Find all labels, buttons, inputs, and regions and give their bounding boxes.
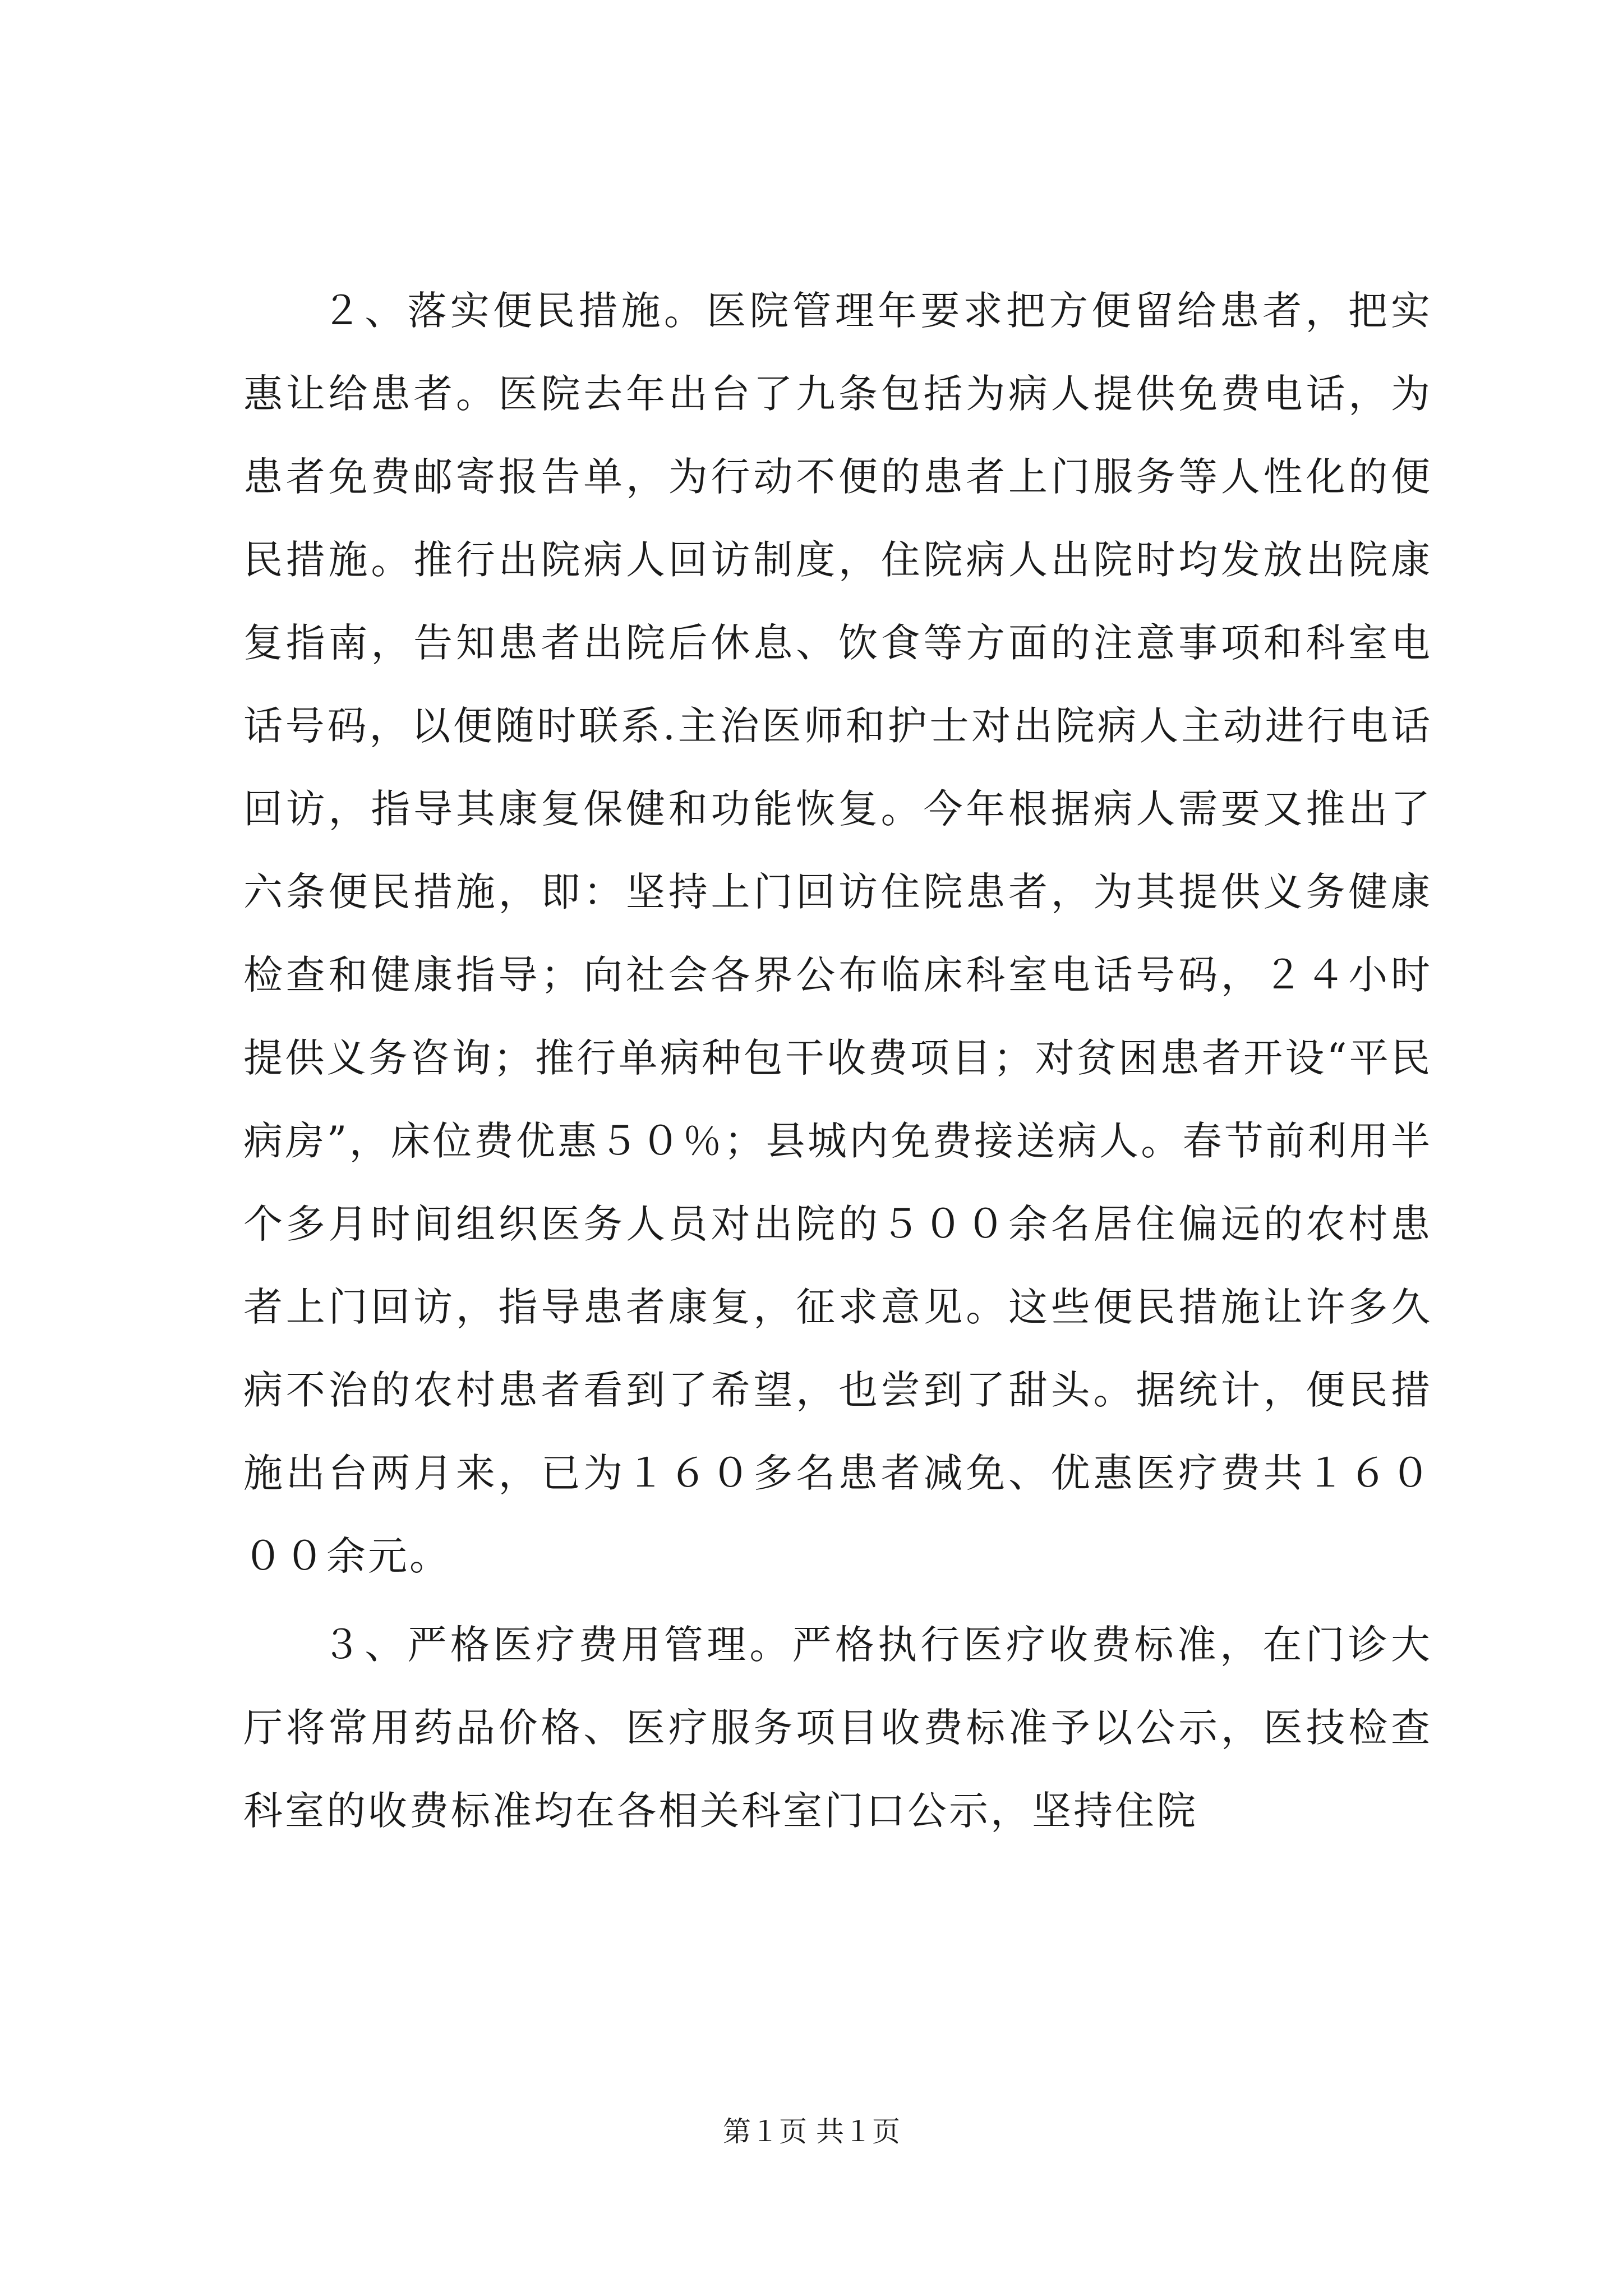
- document-body: [243, 269, 1432, 1852]
- page-footer: [0, 2109, 1623, 2154]
- paragraph-2-convenience-measures: ２、落实便民措施。医院管理年要求把方便留给患者，把实惠让给患者。医院去年出台了九条包括为病人提供免费电话，为患者免费邮寄报告单，为行动不便的患者上门服务等人性化的便民措施。推行出院病人回访制度，住院病人出院时均发放出院康复指南，告知患者出院后休息、饮食等方面的注意事项和科室电话号码，以便随时联系.主治医师和护士对出院病人主动进行电话回访，指导其康复保健和功能恢复。今年根据病人需要又推出了六条便民措施，即：坚持上门回访住院患者，为其提供义务健康检查和健康指导；向社会各界公布临床科室电话号码，２４小时提供义务咨询；推行单病种包干收费项目；对贫困患者开设“平民病房”，床位费优惠５０％；县城内免费接送病人。春节前利用半个多月时间组织医务人员对出院的５００余名居住偏远的农村患者上门回访，指导患者康复，征求意见。这些便民措施让许多久病不治的农村患者看到了希望，也尝到了甜头。据统计，便民措施出台两月来，已为１６０多名患者减免、优惠医疗费共１６０００余元。: [243, 288, 1432, 1579]
- paragraph-3-fee-management: ３、严格医疗费用管理。严格执行医疗收费标准，在门诊大厅将常用药品价格、医疗服务项目收费标准予以公示，医技检查科室的收费标准均在各相关科室门口公示，坚持住院: [243, 1622, 1432, 1834]
- page-number: 第１页 共１页: [723, 2115, 900, 2148]
